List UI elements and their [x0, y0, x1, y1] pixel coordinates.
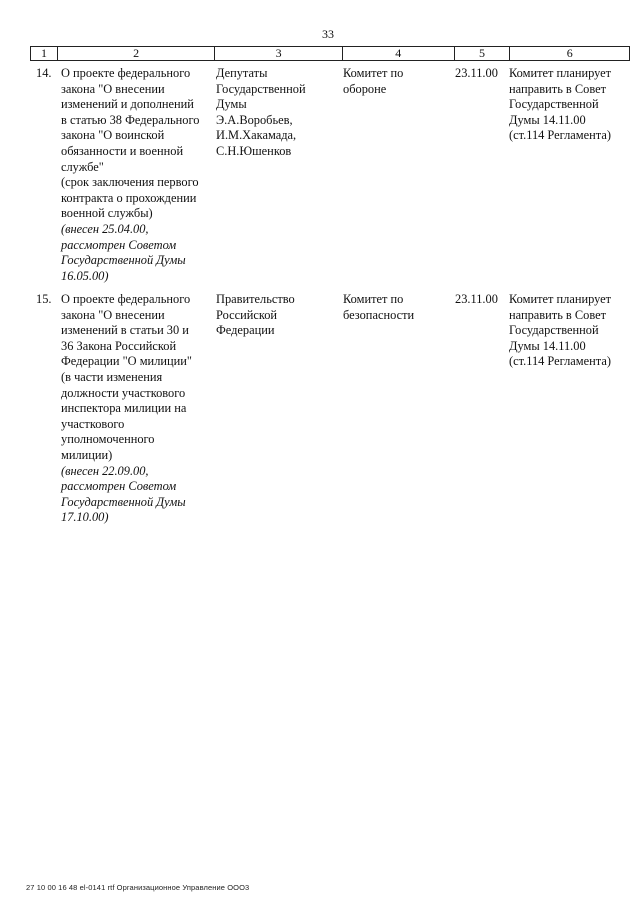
committee-line: обороне [343, 81, 387, 96]
bill-title-line: закона "О внесении [61, 81, 165, 96]
plan-line: Государственной [509, 97, 599, 112]
bill-title-line: военной службы) [61, 206, 153, 221]
author-line: Думы [216, 97, 247, 112]
header-col-2: 2 [58, 47, 215, 60]
bill-note-line: (внесен 22.09.00, [61, 463, 149, 478]
committee-plan [509, 66, 631, 144]
plan-line: Комитет планирует [509, 292, 612, 306]
plan-line: Думы 14.11.00 [509, 338, 586, 353]
bill-note-line: рассмотрен Советом [61, 237, 177, 252]
review-date: 23.11.00 [455, 66, 498, 80]
header-col-6: 6 [566, 46, 573, 60]
bill-title-line: уполномоченного [61, 432, 155, 447]
bill-title-line: (срок заключения первого [61, 175, 199, 190]
bill-title-line: закона "О воинской [61, 128, 165, 143]
author-line: С.Н.Юшенков [216, 143, 292, 158]
bill-title-line: Федерации "О милиции" [61, 354, 192, 369]
author-line: Правительство [216, 292, 295, 306]
bill-note-line: (внесен 25.04.00, [61, 221, 149, 236]
review-date: 23.11.00 [455, 292, 498, 306]
plan-line: (ст.114 Регламента) [509, 354, 611, 369]
bill-title-line: обязанности и военной [61, 143, 184, 158]
bill-title-line: (в части изменения [61, 369, 163, 384]
bill-title-line: изменений и дополнений [61, 97, 194, 112]
bill-title [61, 66, 221, 284]
bill-title-line: изменений в статьи 30 и [61, 323, 189, 338]
author-line: Федерации [216, 323, 275, 338]
committee-plan [509, 292, 631, 370]
committee-line: Комитет по [343, 66, 404, 80]
bill-note-line: 17.10.00) [61, 510, 109, 525]
bill-title-line: О проекте федерального [61, 66, 191, 80]
header-col-3: 3 [215, 47, 343, 60]
bill-title-line: контракта о прохождении [61, 190, 197, 205]
bill-title-line: закона "О внесении [61, 307, 165, 322]
row-number: 15. [36, 292, 52, 306]
bill-title-line: милиции) [61, 447, 113, 462]
author-line: Российской [216, 307, 278, 322]
bill-title [61, 292, 221, 526]
header-col-4: 4 [343, 47, 455, 60]
plan-line: направить в Совет [509, 81, 607, 96]
bill-note-line: рассмотрен Советом [61, 479, 177, 494]
bill-title-line: 36 Закона Российской [61, 338, 177, 353]
bill-author [216, 66, 341, 160]
bill-title-line: в статью 38 Федерального [61, 112, 200, 127]
bill-note-line: Государственной Думы [61, 494, 186, 509]
bill-note-line: Государственной Думы [61, 253, 186, 268]
author-line: Государственной [216, 81, 306, 96]
plan-line: направить в Совет [509, 307, 607, 322]
bill-title-line: О проекте федерального [61, 292, 191, 306]
responsible-committee [343, 292, 451, 323]
header-col-5: 5 [455, 47, 511, 60]
author-line: Э.А.Воробьев, [216, 112, 293, 127]
plan-line: Думы 14.11.00 [509, 112, 586, 127]
bill-title-line: должности участкового [61, 385, 186, 400]
committee-line: безопасности [343, 307, 415, 322]
bill-author [216, 292, 341, 339]
author-line: И.М.Хакамада, [216, 128, 297, 143]
bill-title-line: инспектора милиции на [61, 401, 187, 416]
bill-title-line: участкового [61, 416, 125, 431]
bill-title-line: службе" [61, 159, 104, 174]
plan-line: Государственной [509, 323, 599, 338]
header-col-1: 1 [31, 47, 58, 60]
document-footer: 27 10 00 16 48 el-0141 rtf Организационное Управление ООО3 [26, 883, 250, 892]
responsible-committee [343, 66, 451, 97]
table-header [30, 46, 630, 61]
bill-note-line: 16.05.00) [61, 268, 109, 283]
plan-line: Комитет планирует [509, 66, 612, 80]
author-line: Депутаты [216, 66, 268, 80]
page-number: 33 [322, 27, 334, 41]
row-number: 14. [36, 66, 52, 80]
plan-line: (ст.114 Регламента) [509, 128, 611, 143]
committee-line: Комитет по [343, 292, 404, 306]
